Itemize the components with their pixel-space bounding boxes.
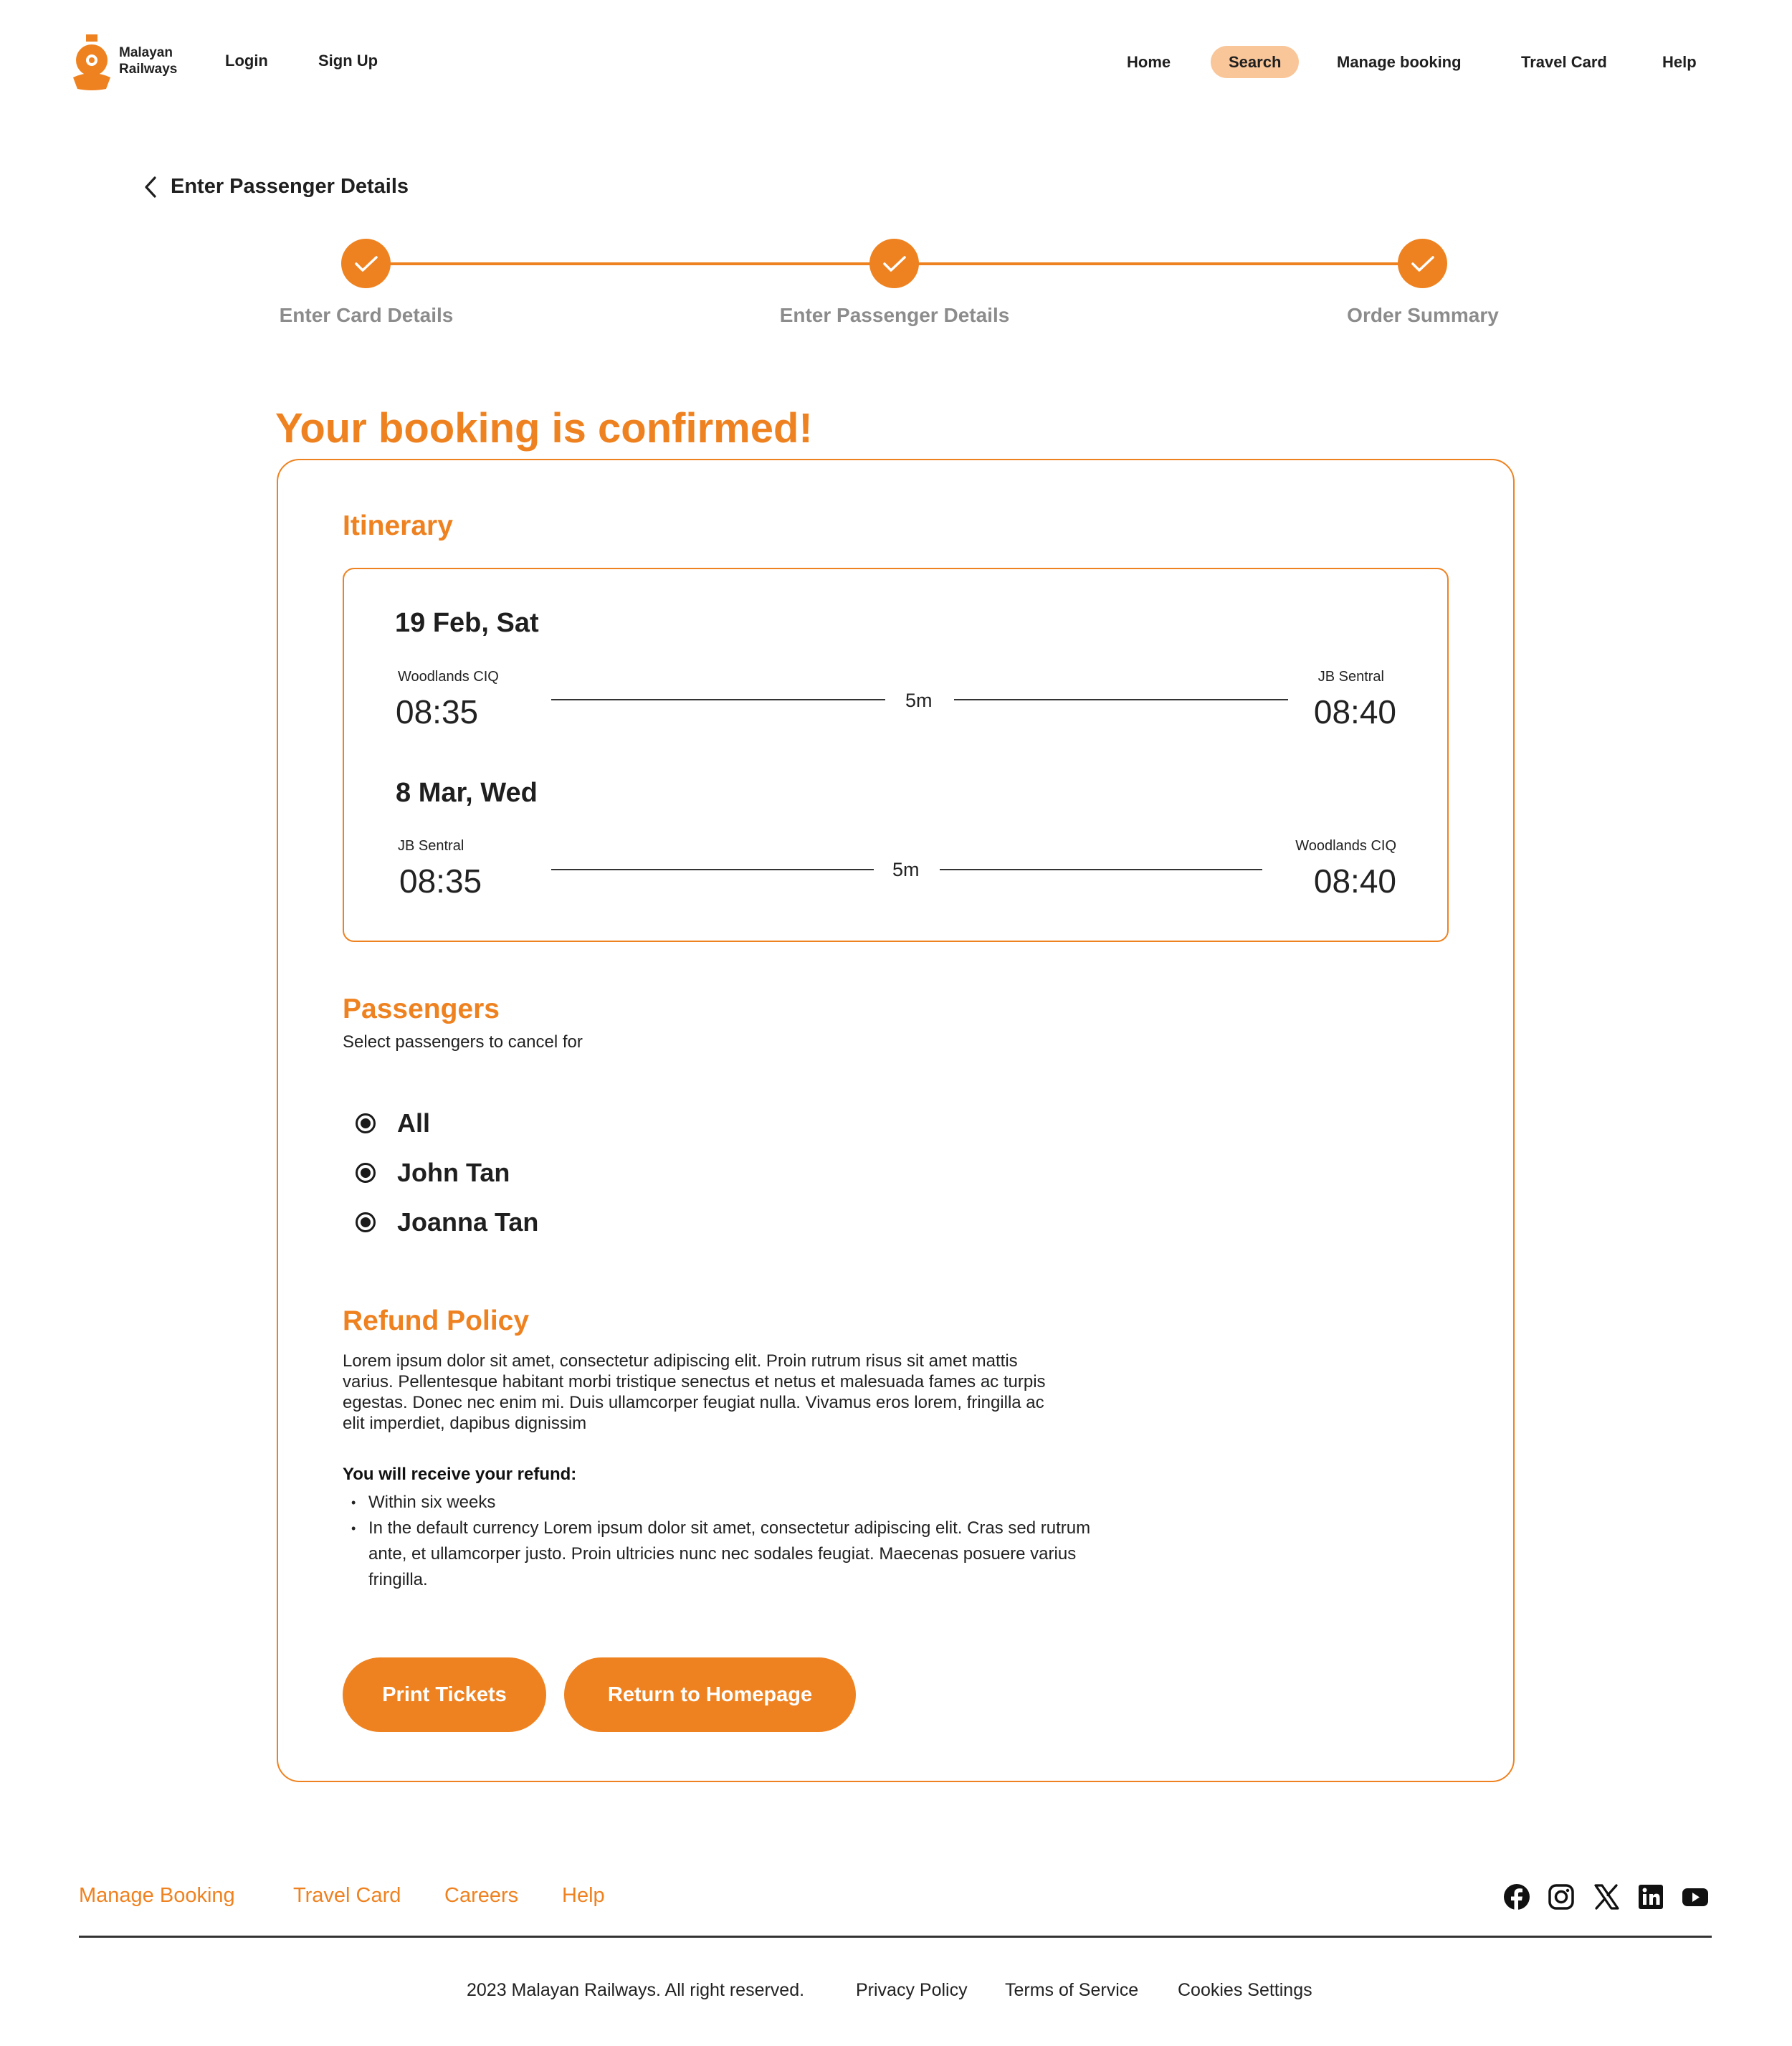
- footer-travel-card-link[interactable]: Travel Card: [293, 1884, 401, 1907]
- brand-line-2: Railways: [119, 62, 178, 77]
- cookies-settings-link[interactable]: Cookies Settings: [1178, 1980, 1312, 2000]
- arrival-station: JB Sentral: [1317, 669, 1384, 685]
- nav-home[interactable]: Home: [1127, 53, 1171, 71]
- trip-date: 8 Mar, Wed: [396, 778, 538, 808]
- radio-button[interactable]: [356, 1163, 376, 1183]
- arrival-time: 08:40: [1313, 693, 1396, 731]
- print-tickets-button[interactable]: Print Tickets: [343, 1657, 546, 1732]
- nav-search[interactable]: Search: [1211, 46, 1299, 78]
- step-2-label: Enter Passenger Details: [779, 304, 1010, 326]
- page-title: Enter Passenger Details: [171, 175, 409, 198]
- passengers-subtitle: Select passengers to cancel for: [343, 1032, 583, 1052]
- instagram-icon[interactable]: [1548, 1883, 1575, 1911]
- facebook-icon[interactable]: [1503, 1883, 1530, 1911]
- footer-manage-booking-link[interactable]: Manage Booking: [79, 1884, 235, 1907]
- passenger-option-label: Joanna Tan: [397, 1207, 539, 1237]
- copyright-text: 2023 Malayan Railways. All right reserved.: [467, 1980, 805, 2000]
- nav-help[interactable]: Help: [1662, 53, 1697, 71]
- journey-line: [954, 699, 1288, 700]
- nav-travel-card[interactable]: Travel Card: [1521, 53, 1607, 71]
- step-1-label: Enter Card Details: [279, 304, 454, 326]
- passenger-option-all[interactable]: [356, 1105, 430, 1141]
- list-item: • In the default currency Lorem ipsum dolor sit amet, consectetur adipiscing elit. Cras sed rutrum ante, et ullamcorper justo. Proin ultricies nunc nec sodales feugiat. Maecenas posuere varius fringilla.: [343, 1516, 1102, 1593]
- check-icon: [1411, 254, 1435, 273]
- sign-up-link[interactable]: Sign Up: [318, 52, 378, 70]
- radio-button[interactable]: [356, 1212, 376, 1232]
- arrival-time: 08:40: [1313, 862, 1396, 900]
- check-icon: [882, 254, 907, 273]
- journey-line: [940, 869, 1262, 870]
- step-2-indicator: [869, 239, 919, 288]
- passenger-option-john-tan[interactable]: [356, 1155, 510, 1191]
- trip-date: 19 Feb, Sat: [395, 608, 539, 638]
- brand-line-1: Malayan: [119, 45, 173, 60]
- passenger-option-joanna-tan[interactable]: [356, 1204, 538, 1240]
- radio-selected-dot: [361, 1118, 371, 1128]
- refund-receive-list: [343, 1490, 1102, 1593]
- x-icon[interactable]: [1593, 1883, 1620, 1911]
- back-navigation[interactable]: [143, 175, 409, 199]
- login-link[interactable]: Login: [225, 52, 268, 70]
- journey-line: [551, 699, 885, 700]
- confirmation-heading: Your booking is confirmed!: [275, 405, 813, 452]
- arrival-station: Woodlands CIQ: [1295, 838, 1396, 854]
- step-3-indicator: [1398, 239, 1447, 288]
- passenger-option-label: All: [397, 1108, 431, 1138]
- refund-policy-body: Lorem ipsum dolor sit amet, consectetur adipiscing elit. Proin rutrum risus sit amet mattis varius. Pellentesque habitant morbi tristique senectus et netus et malesuada fames ac turpis egestas. Donec nec enim mi. Duis ullamcorper feugiat nulla. Vivamus eros lorem, fringilla ac elit imperdiet, dapibus dignissim: [343, 1351, 1046, 1433]
- journey-duration: 5m: [892, 859, 920, 880]
- refund-receive-heading: You will receive your refund:: [343, 1465, 577, 1484]
- nav-manage-booking[interactable]: Manage booking: [1337, 53, 1462, 71]
- step-3-label: Order Summary: [1347, 304, 1499, 326]
- terms-of-service-link[interactable]: Terms of Service: [1005, 1980, 1139, 2000]
- departure-time: 08:35: [399, 862, 482, 900]
- departure-station: JB Sentral: [398, 838, 464, 854]
- radio-selected-dot: [361, 1217, 371, 1227]
- chevron-left-icon[interactable]: [143, 176, 158, 199]
- linkedin-icon[interactable]: [1637, 1883, 1664, 1911]
- radio-button[interactable]: [356, 1113, 376, 1133]
- itinerary-heading: Itinerary: [343, 510, 453, 541]
- privacy-policy-link[interactable]: Privacy Policy: [856, 1980, 968, 2000]
- departure-time: 08:35: [396, 693, 479, 731]
- youtube-icon[interactable]: [1682, 1883, 1709, 1911]
- step-1-indicator: [341, 239, 391, 288]
- passenger-option-label: John Tan: [397, 1158, 510, 1187]
- check-icon: [354, 254, 378, 273]
- brand-name[interactable]: [119, 44, 177, 77]
- radio-selected-dot: [361, 1168, 371, 1178]
- passengers-heading: Passengers: [343, 994, 500, 1024]
- footer-divider: [79, 1936, 1712, 1938]
- journey-duration: 5m: [905, 690, 933, 711]
- footer-careers-link[interactable]: Careers: [444, 1884, 519, 1907]
- railway-logo-icon[interactable]: [72, 33, 112, 90]
- footer-help-link[interactable]: Help: [562, 1884, 605, 1907]
- list-item: • Within six weeks: [343, 1490, 1102, 1516]
- departure-station: Woodlands CIQ: [398, 669, 499, 685]
- refund-policy-heading: Refund Policy: [343, 1305, 530, 1336]
- return-homepage-button[interactable]: Return to Homepage: [564, 1657, 856, 1732]
- journey-line: [551, 869, 874, 870]
